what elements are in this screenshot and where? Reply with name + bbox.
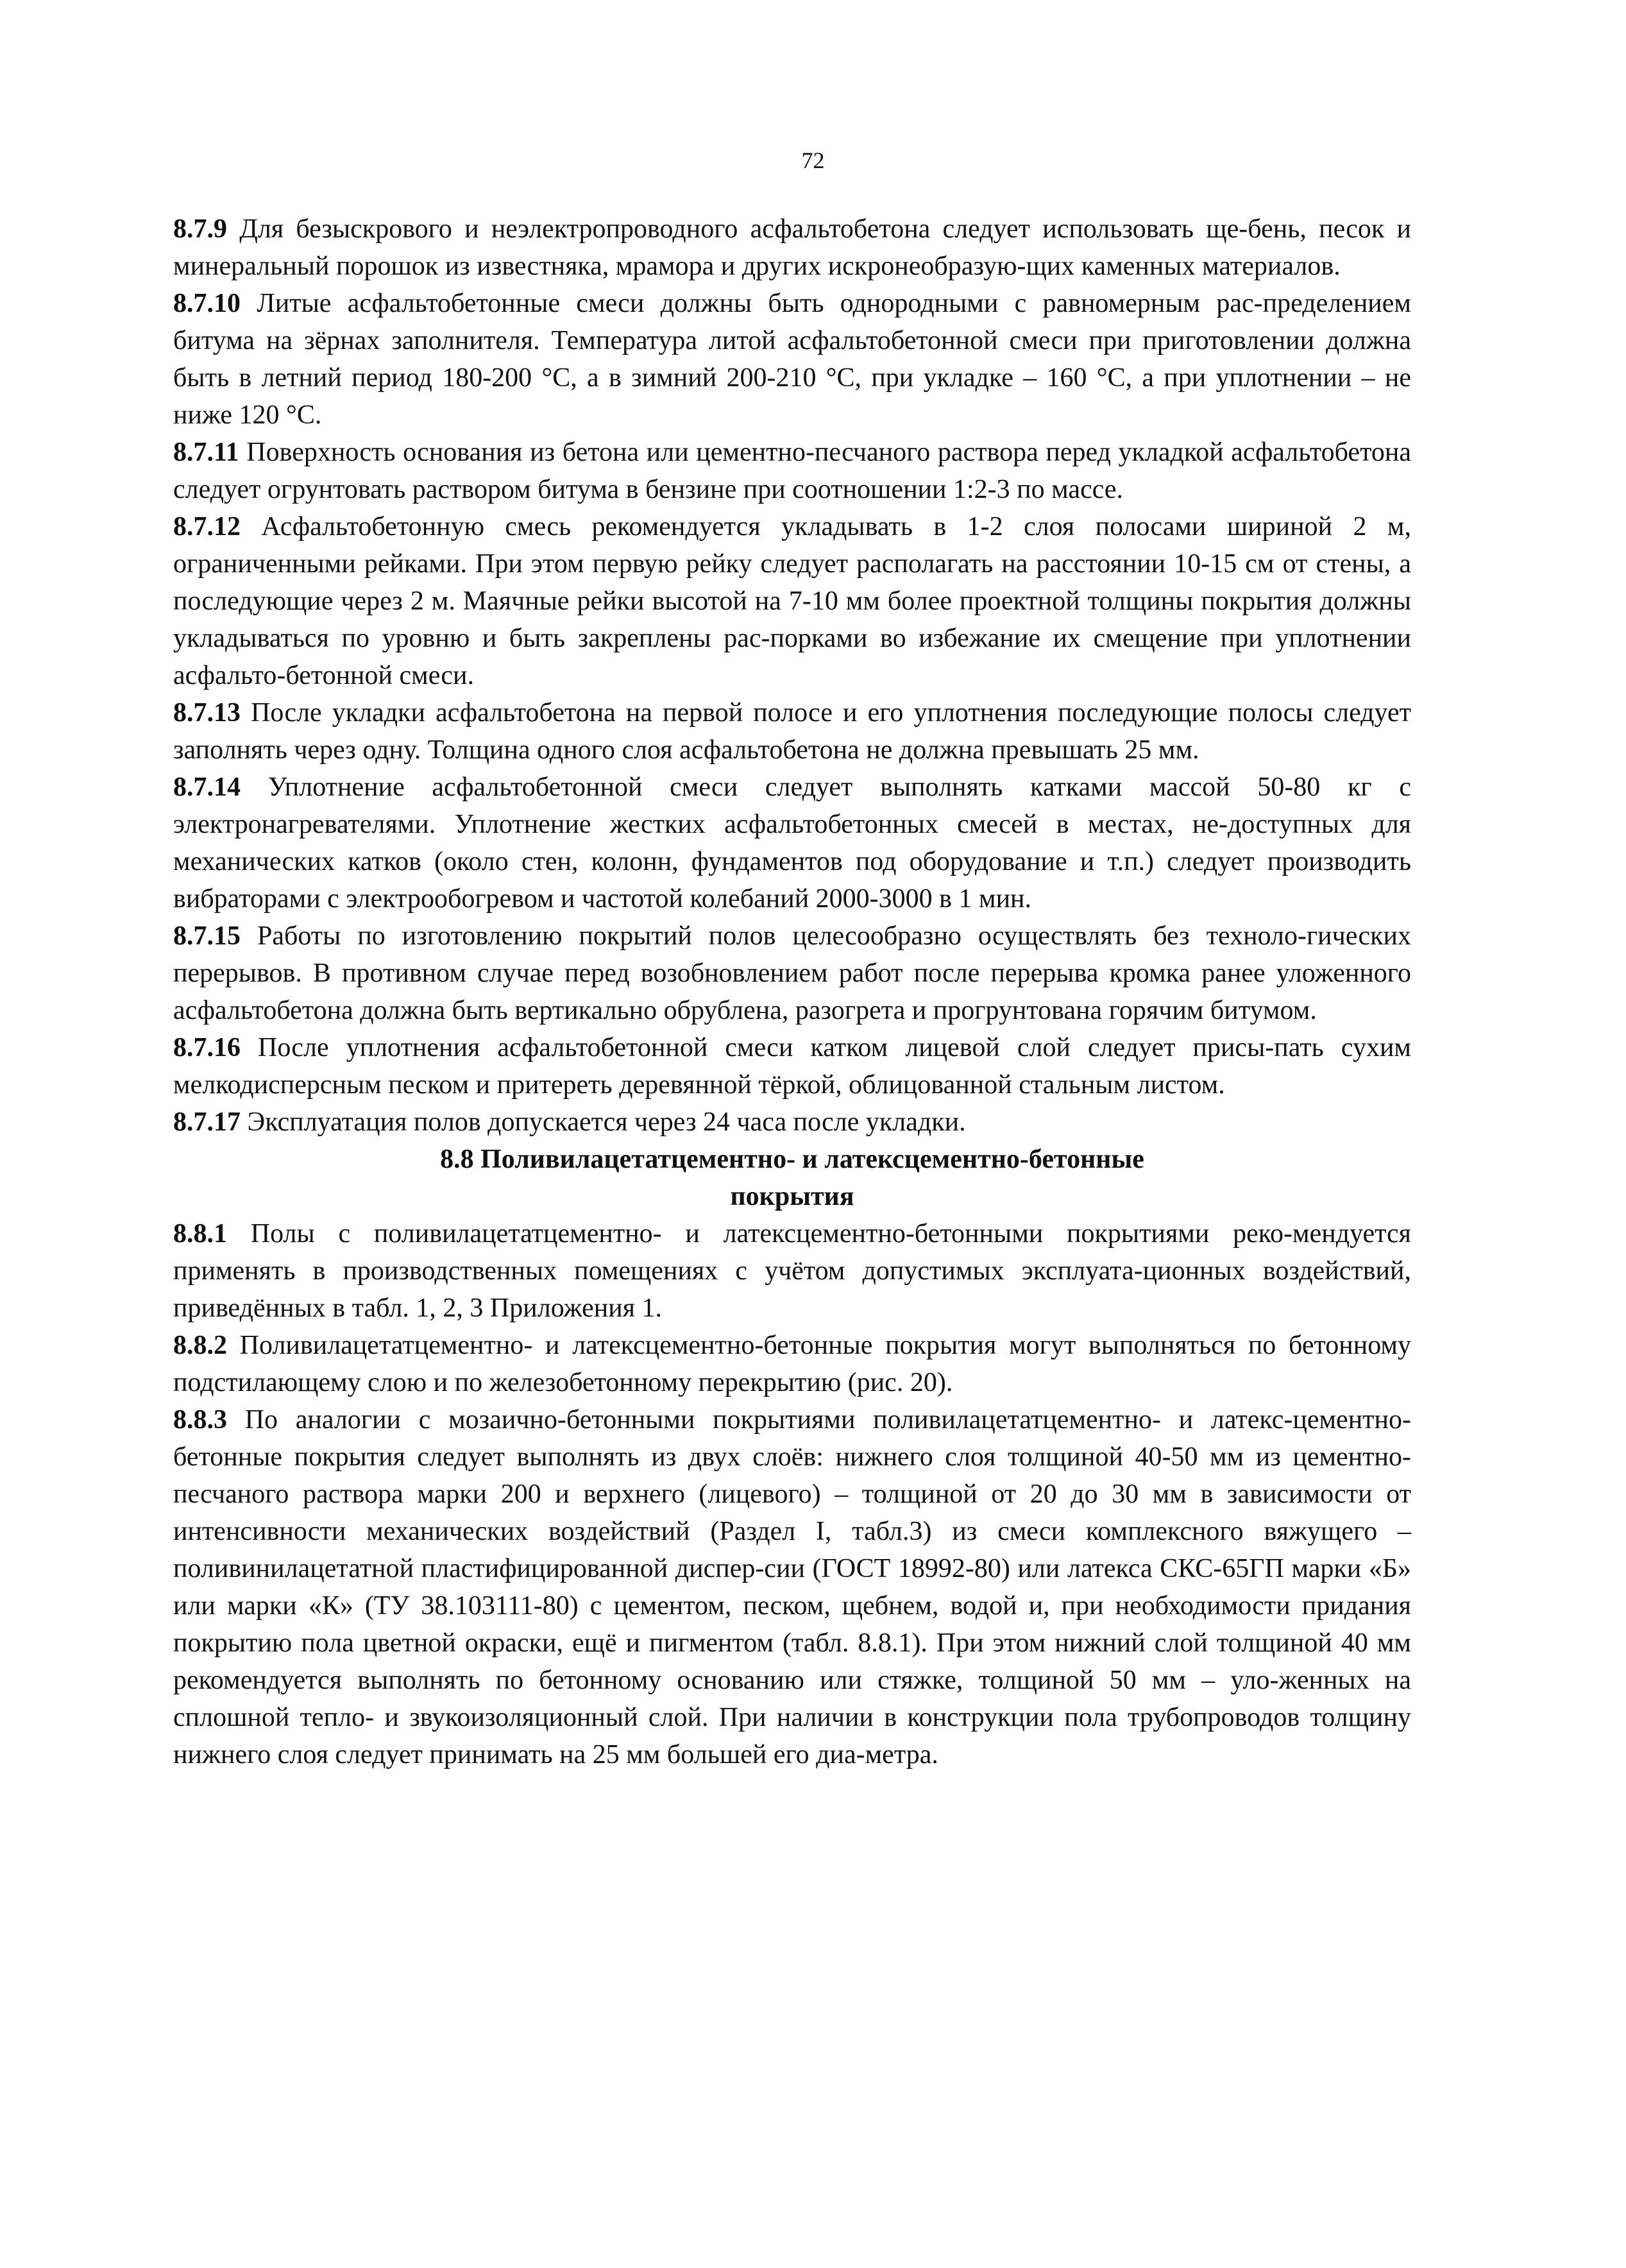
- paragraph-8-7-16: [173, 1029, 1411, 1104]
- paragraph-8-7-11: [173, 434, 1411, 508]
- paragraph-text: Работы по изготовлению покрытий полов целесообразно осуществлять без техноло-гических перерывов. В противном случае перед возобновлением работ после перерыва кромка ранее уложенного асфальтобетона должна быть вертикально обрублена, разогрета и прогрунтована горячим битумом.: [173, 921, 1411, 1025]
- paragraph-text: После уплотнения асфальтобетонной смеси катком лицевой слой следует присы-пать сухим мелкодисперсным песком и притереть деревянной тёркой, облицованной стальным листом.: [173, 1033, 1411, 1100]
- paragraph-number: 8.7.17: [173, 1107, 241, 1137]
- paragraph-number: 8.7.15: [173, 921, 241, 951]
- paragraph-text: Для безыскрового и неэлектропроводного асфальтобетона следует использовать ще-бень, песок и минеральный порошок из известняка, мрамора и других искронеобразую-щих каменных материалов.: [173, 214, 1411, 281]
- paragraph-8-7-10: [173, 285, 1411, 434]
- paragraph-text: Уплотнение асфальтобетонной смеси следует выполнять катками массой 50-80 кг с электронагревателями. Уплотнение жестких асфальтобетонных смесей в местах, не-доступных для механических катков (около стен, колонн, фундаментов под оборудование и т.п.) следует производить вибраторами с электрообогревом и частотой колебаний 2000-3000 в 1 мин.: [173, 772, 1411, 914]
- paragraph-text: Поливилацетатцементно- и латексцементно-бетонные покрытия могут выполняться по бетонному подстилающему слою и по железобетонному перекрытию (рис. 20).: [173, 1331, 1411, 1397]
- paragraph-number: 8.7.11: [173, 438, 239, 467]
- paragraph-number: 8.7.16: [173, 1033, 241, 1062]
- paragraph-8-7-14: [173, 769, 1411, 917]
- paragraph-text: Поверхность основания из бетона или цементно-песчаного раствора перед укладкой асфальтобетона следует огрунтовать раствором битума в бензине при соотношении 1:2-3 по массе.: [173, 438, 1411, 504]
- section-title-line-2: покрытия: [730, 1182, 854, 1211]
- paragraph-text: По аналогии с мозаично-бетонными покрытиями поливилацетатцементно- и латекс-цементно-бетонные покрытия следует выполнять из двух слоёв: нижнего слоя толщиной 40-50 мм из цементно-песчаного раствора марки 200 и верхнего (лицевого) – толщиной от 20 до 30 мм в зависимости от интенсивности механических воздействий (Раздел I, табл.3) из смеси комплексного вяжущего – поливинилацетатной пластифицированной диспер-сии (ГОСТ 18992-80) или латекса СКС-65ГП марки «Б» или марки «К» (ТУ 38.103111-80) с цементом, песком, щебнем, водой и, при необходимости придания покрытию пола цветной окраски, ещё и пигментом (табл. 8.8.1). При этом нижний слой толщиной 40 мм рекомендуется выполнять по бетонному основанию или стяжке, толщиной 50 мм – уло-женных на сплошной тепло- и звукоизоляционный слой. При наличии в конструкции пола трубопроводов толщину нижнего слоя следует принимать на 25 мм большей его диа-метра.: [173, 1405, 1411, 1769]
- paragraph-8-8-2: [173, 1327, 1411, 1401]
- paragraph-8-7-13: [173, 694, 1411, 769]
- paragraph-number: 8.7.14: [173, 772, 241, 802]
- paragraph-number: 8.8.3: [173, 1405, 227, 1435]
- paragraph-text: Литые асфальтобетонные смеси должны быть однородными с равномерным рас-пределением битума на зёрнах заполнителя. Температура литой асфальтобетонной смеси при приготовлении должна быть в летний период 180-200 °С, а в зимний 200-210 °С, при укладке – 160 °С, а при уплотнении – не ниже 120 °С.: [173, 289, 1411, 430]
- paragraph-number: 8.7.9: [173, 214, 227, 244]
- paragraph-8-8-3: [173, 1401, 1411, 1773]
- paragraph-8-7-15: [173, 917, 1411, 1029]
- page-number: 72: [801, 148, 825, 173]
- section-title-line-1: 8.8 Поливилацетатцементно- и латексцементно-бетонные: [440, 1145, 1144, 1174]
- paragraph-text: Полы с поливилацетатцементно- и латексцементно-бетонными покрытиями реко-мендуется применять в производственных помещениях с учётом допустимых эксплуата-ционных воздействий, приведённых в табл. 1, 2, 3 Приложения 1.: [173, 1219, 1411, 1323]
- paragraph-8-7-9: [173, 210, 1411, 285]
- paragraph-number: 8.8.2: [173, 1331, 227, 1360]
- paragraph-number: 8.7.10: [173, 289, 241, 318]
- paragraph-8-7-12: [173, 508, 1411, 694]
- paragraph-text: После укладки асфальтобетона на первой полосе и его уплотнения последующие полосы следует заполнять через одну. Толщина одного слоя асфальтобетона не должна превышать 25 мм.: [173, 698, 1411, 765]
- document-body: [173, 210, 1411, 1773]
- paragraph-text: Асфальтобетонную смесь рекомендуется укладывать в 1-2 слоя полосами шириной 2 м, ограниченными рейками. При этом первую рейку следует располагать на расстоянии 10-15 см от стены, а последующие через 2 м. Маячные рейки высотой на 7-10 мм более проектной толщины покрытия должны укладываться по уровню и быть закреплены рас-порками во избежание их смещение при уплотнении асфальто-бетонной смеси.: [173, 512, 1411, 690]
- paragraph-8-7-17: [173, 1104, 1411, 1141]
- paragraph-number: 8.8.1: [173, 1219, 227, 1249]
- paragraph-text: Эксплуатация полов допускается через 24 часа после укладки.: [241, 1107, 966, 1137]
- paragraph-8-8-1: [173, 1215, 1411, 1327]
- paragraph-number: 8.7.12: [173, 512, 241, 541]
- paragraph-number: 8.7.13: [173, 698, 241, 728]
